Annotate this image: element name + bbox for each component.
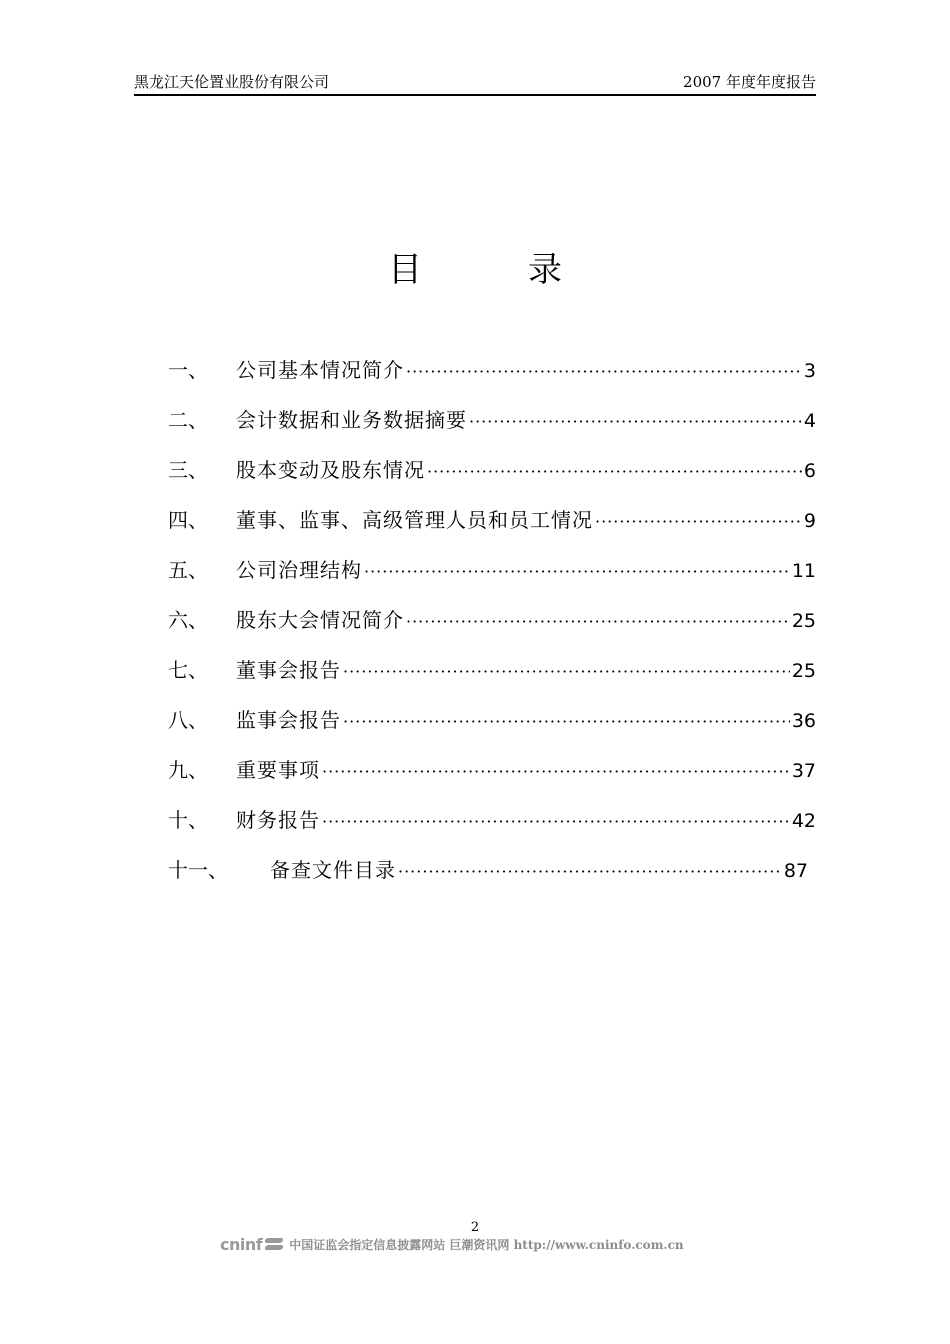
toc-item-number: 四、 [168, 508, 208, 532]
toc-item-leader [343, 706, 790, 738]
toc-item[interactable] [168, 654, 816, 704]
toc-item-page: 4 [803, 410, 816, 432]
toc-item[interactable] [168, 404, 816, 454]
table-of-contents [168, 354, 816, 904]
toc-item-number: 七、 [168, 658, 208, 682]
toc-item-number: 二、 [168, 408, 208, 432]
toc-item-page: 11 [791, 560, 816, 582]
toc-item-number: 一、 [168, 358, 208, 382]
toc-item-entry [236, 354, 816, 388]
toc-item-entry [236, 404, 816, 438]
toc-item-page: 87 [783, 860, 808, 882]
toc-item-page: 3 [803, 360, 816, 382]
toc-item[interactable] [168, 854, 816, 904]
footer-disclosure-text: 中国证监会指定信息披露网站 巨潮资讯网 http://www.cninfo.com.cn [289, 1237, 684, 1252]
toc-item-page: 25 [791, 610, 816, 632]
footer-logo: cninf [220, 1234, 263, 1254]
toc-item-number: 九、 [168, 758, 208, 782]
toc-item-title: 财务报告 [236, 808, 320, 832]
header-company-name: 黑龙江天伦置业股份有限公司 [134, 73, 330, 91]
page-title-right: 录 [528, 250, 562, 290]
toc-item-leader [595, 506, 802, 538]
toc-item-title: 股本变动及股东情况 [236, 458, 425, 482]
toc-item-leader [322, 756, 790, 788]
toc-item-title: 公司治理结构 [236, 558, 362, 582]
toc-item-page: 36 [791, 710, 816, 732]
header-report-title: 2007 年度年度报告 [683, 73, 816, 91]
toc-item-page: 37 [791, 760, 816, 782]
toc-item-leader [406, 606, 790, 638]
toc-item-entry [236, 604, 816, 638]
page-footer [220, 1233, 684, 1255]
toc-item-page: 25 [791, 660, 816, 682]
toc-item-leader [322, 806, 790, 838]
page-title-left: 目 [388, 250, 422, 290]
toc-item[interactable] [168, 704, 816, 754]
toc-item-number: 八、 [168, 708, 208, 732]
toc-item-entry [236, 454, 816, 488]
toc-item-number: 五、 [168, 558, 208, 582]
toc-item[interactable] [168, 504, 816, 554]
toc-item-title: 股东大会情况简介 [236, 608, 404, 632]
toc-item-number: 三、 [168, 458, 208, 482]
toc-item[interactable] [168, 354, 816, 404]
toc-item[interactable] [168, 604, 816, 654]
page-header [134, 72, 816, 96]
toc-item-leader [469, 406, 802, 438]
toc-item-entry [270, 854, 808, 888]
toc-item-page: 42 [791, 810, 816, 832]
toc-item-leader [364, 556, 790, 588]
toc-item-title: 监事会报告 [236, 708, 341, 732]
toc-item-title: 重要事项 [236, 758, 320, 782]
toc-item-number: 十、 [168, 808, 208, 832]
page-title [0, 248, 950, 292]
toc-item[interactable] [168, 454, 816, 504]
toc-item-entry [236, 504, 816, 538]
toc-item[interactable] [168, 804, 816, 854]
toc-item-title: 备查文件目录 [270, 858, 396, 882]
toc-item-leader [343, 656, 790, 688]
toc-item-number: 六、 [168, 608, 208, 632]
page-number: 2 [470, 1220, 480, 1235]
cninfo-wave-icon [265, 1237, 283, 1251]
toc-item-leader [398, 856, 782, 888]
toc-item-entry [236, 754, 816, 788]
toc-item-title: 董事会报告 [236, 658, 341, 682]
toc-item-entry [236, 554, 816, 588]
toc-item[interactable] [168, 754, 816, 804]
toc-item[interactable] [168, 554, 816, 604]
toc-item-title: 公司基本情况简介 [236, 358, 404, 382]
toc-item-page: 9 [803, 510, 816, 532]
toc-item-entry [236, 704, 816, 738]
toc-item-entry [236, 804, 816, 838]
toc-item-entry [236, 654, 816, 688]
toc-item-title: 董事、监事、高级管理人员和员工情况 [236, 508, 593, 532]
toc-item-leader [427, 456, 802, 488]
toc-item-number: 十一、 [168, 858, 228, 882]
toc-item-page: 6 [803, 460, 816, 482]
toc-item-leader [406, 356, 802, 388]
toc-item-title: 会计数据和业务数据摘要 [236, 408, 467, 432]
